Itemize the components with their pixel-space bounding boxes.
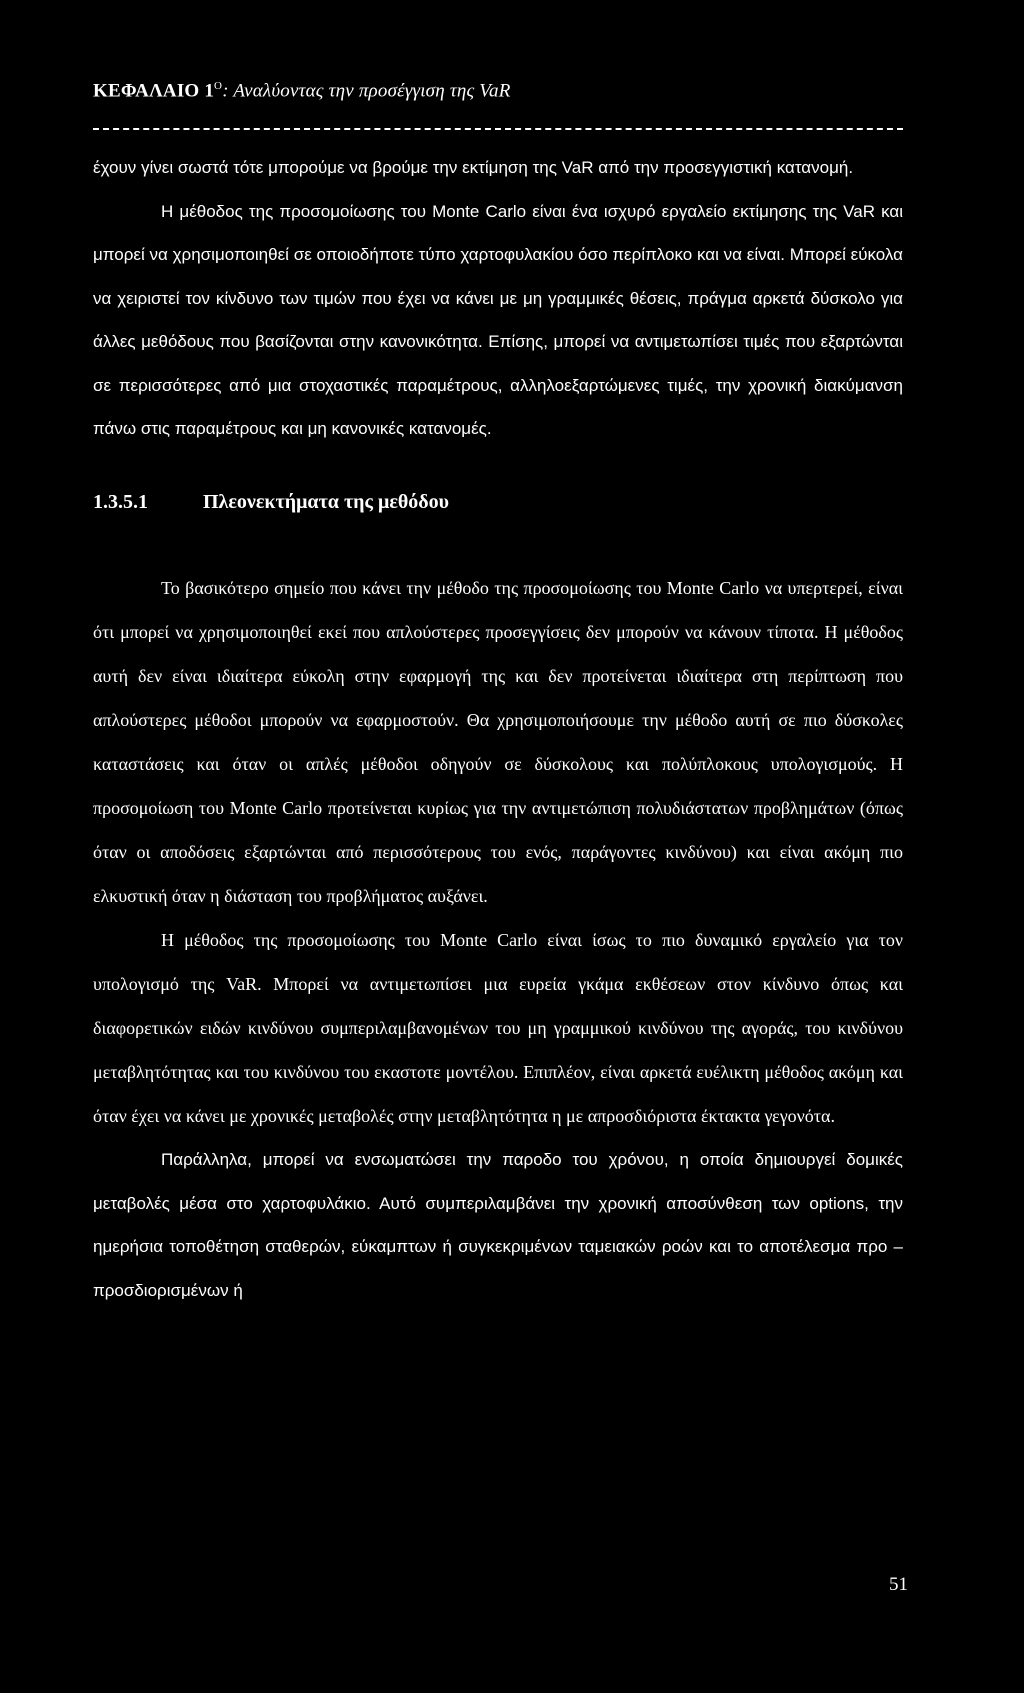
page-number: 51 xyxy=(889,1574,908,1595)
section-heading xyxy=(93,481,903,525)
paragraph: Παράλληλα, μπορεί να ενσωματώσει την παροδο του χρόνου, η οποία δημιουργεί δομικές μεταβολές μέσα στο χαρτοφυλάκιο. Αυτό συμπεριλαμβάνει την χρονική αποσύνθεση των options, την ημερήσια τοποθέτηση σταθερών, εύκαμπτων ή συγκεκριμένων ταμειακών ροών και το αποτέλεσμα προ – προσδιορισμένων ή xyxy=(93,1150,903,1300)
page-body xyxy=(93,146,903,1312)
section-title: Πλεονεκτήματα της μεθόδου xyxy=(203,490,450,513)
section-number: 1.3.5.1 xyxy=(93,490,148,513)
paragraph: Η μέθοδος της προσομοίωσης του Monte Carlo είναι ένα ισχυρό εργαλείο εκτίμησης της VaR και μπορεί να χρησιμοποιηθεί σε οποιοδήποτε τύπο χαρτοφυλακίου όσο περίπλοκο και να είναι. Μπορεί εύκολα να χειριστεί τον κίνδυνο των τιμών που έχει να κάνει με μη γραμμικές θέσεις, πράγμα αρκετά δύσκολο για άλλες μεθόδους που βασίζονται στην κανονικότητα. Επίσης, μπορεί να αντιμετωπίσει τιμές που εξαρτώνται σε περισσότερες από μια στοχαστικές παραμέτρους, αλληλοεξαρτώμενες τιμές, την χρονική διακύμανση πάνω στις παραμέτρους και μη κανονικές κατανομές. xyxy=(93,201,903,438)
chapter-sup: Ο xyxy=(214,80,223,92)
running-header xyxy=(93,80,511,102)
chapter-label: ΚΕΦΑΛΑΙΟ 1 xyxy=(93,80,215,102)
paragraph: Η μέθοδος της προσομοίωσης του Monte Carlo είναι ίσως το πιο δυναμικό εργαλείο για τον υπολογισμό της VaR. Μπορεί να αντιμετωπίσει μια ευρεία γκάμα εκθέσεων στον κίνδυνο όπως και διαφορετικών ειδών κινδύνου συμπεριλαμβανομένων του μη γραμμικού κινδύνου της αγοράς, του κινδύνου μεταβλητότητας και του κινδύνου του εκαστοτε μοντέλου. Επιπλέον, είναι αρκετά ευέλικτη μέθοδος ακόμη και όταν έχει να κάνει με χρονικές μεταβολές στην μεταβλητότητα η με απροσδιόριστα έκτακτα γεγονότα. xyxy=(93,930,903,1126)
chapter-subtitle: : Αναλύοντας την προσέγγιση της VaR xyxy=(222,80,511,102)
paragraph: έχουν γίνει σωστά τότε μπορούμε να βρούμε την εκτίμηση της VaR από την προσεγγιστική κατανομή. xyxy=(93,158,854,177)
paragraph: Το βασικότερο σημείο που κάνει την μέθοδο της προσομοίωσης του Monte Carlo να υπερτερεί, είναι ότι μπορεί να χρησιμοποιηθεί εκεί που απλούστερες προσεγγίσεις δεν μπορούν να κάνουν τίποτα. Η μέθοδος αυτή δεν είναι ιδιαίτερα εύκολη στην εφαρμογή της και δεν προτείνεται ιδιαίτερα στη περίπτωση που απλούστερες μέθοδοι μπορούν να εφαρμοστούν. Θα χρησιμοποιήσουμε την μέθοδο αυτή σε πιο δύσκολες καταστάσεις και όταν οι απλές μέθοδοι οδηγούν σε δύσκολους και πολύπλοκους υπολογισμούς. Η προσομοίωση του Monte Carlo προτείνεται κυρίως για την αντιμετώπιση πολυδιάστατων προβλημάτων (όπως όταν οι αποδόσεις εξαρτώνται από περισσότερους του ενός, παράγοντες κινδύνου) και είναι ακόμη πιο ελκυστική όταν η διάσταση του προβλήματος αυξάνει. xyxy=(93,578,903,906)
header-rule xyxy=(93,128,903,130)
